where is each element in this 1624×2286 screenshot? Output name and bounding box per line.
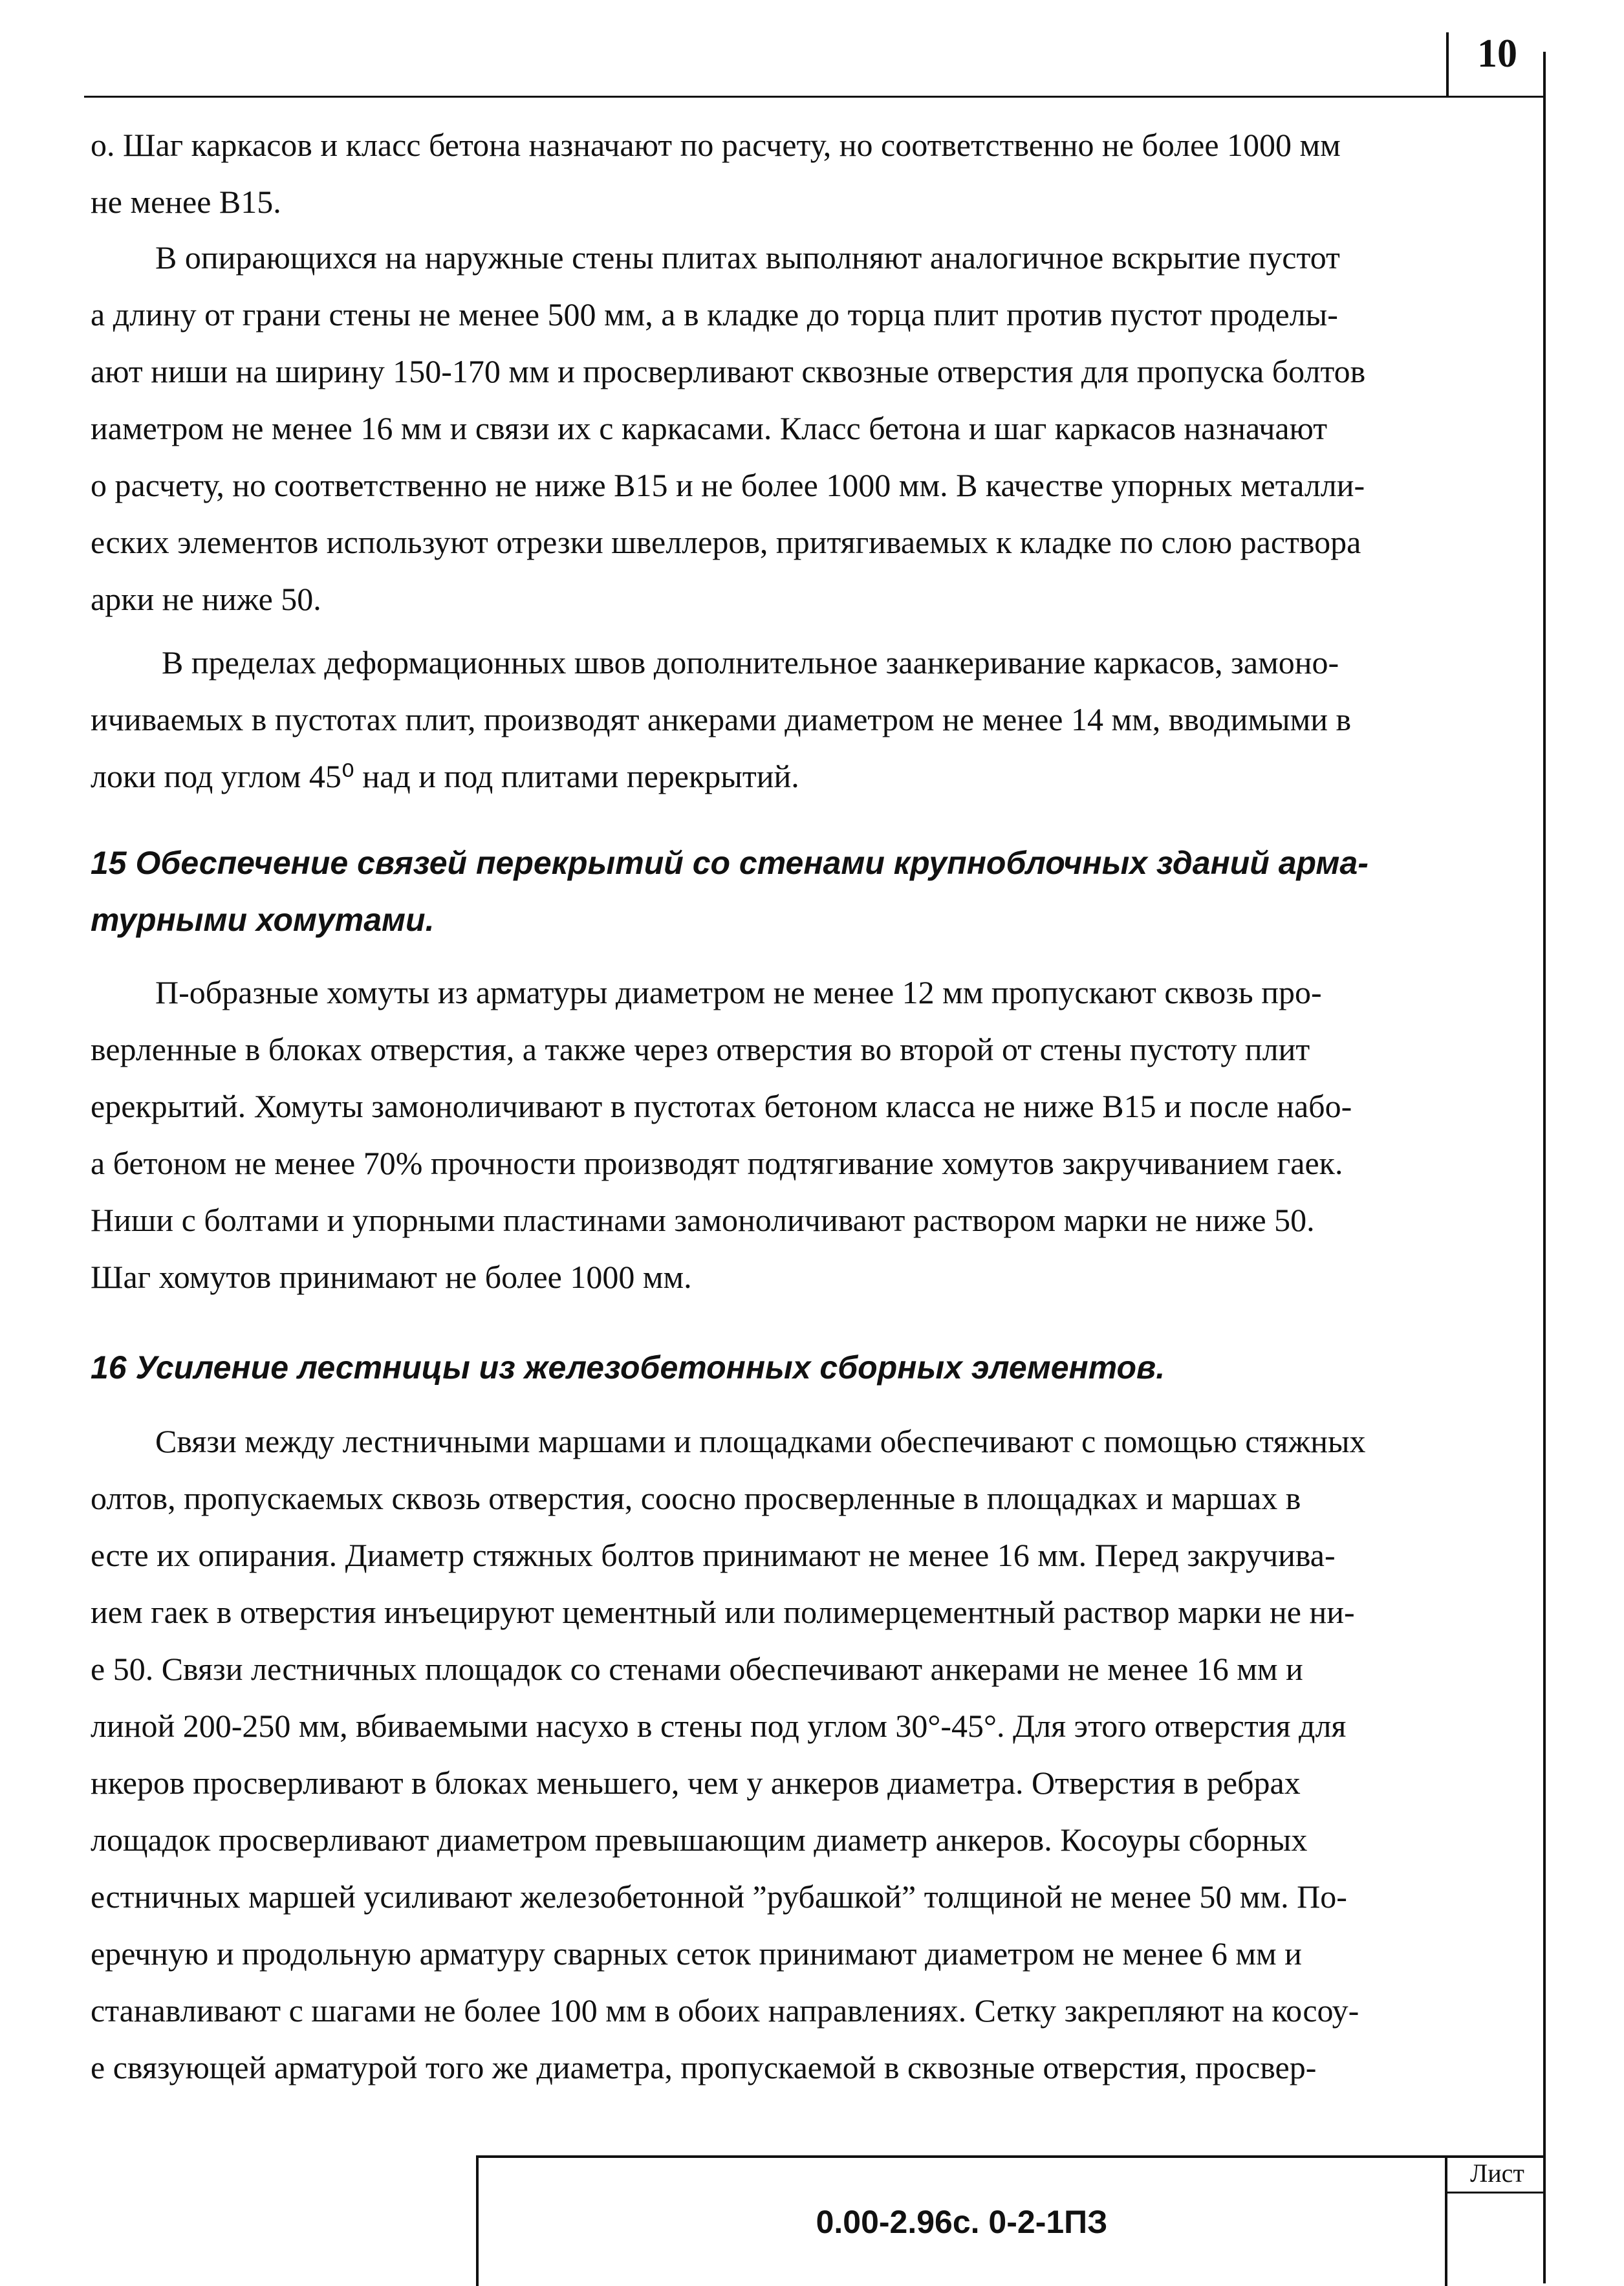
text-line: олтов, пропускаемых сквозь отверстия, соосно просверленные в площадках и маршах в [91,1480,1301,1516]
text-line: Связи между лестничными маршами и площадками обеспечивают с помощью стяжных [155,1423,1366,1459]
heading-line: 16 Усиление лестницы из железобетонных сборных элементов. [91,1349,1165,1386]
section-heading-15 [91,834,1528,948]
text-line: а бетоном не менее 70% прочности производят подтягивание хомутов закручиванием гаек. [91,1145,1343,1181]
heading-line: 15 Обеспечение связей перекрытий со стенами крупноблочных зданий арма- [91,845,1369,881]
stamp-sheet-line [1447,2192,1546,2193]
text-line: П-образные хомуты из арматуры диаметром не менее 12 мм пропускают сквозь про- [155,974,1322,1010]
text-line: есте их опирания. Диаметр стяжных болтов принимают не менее 16 мм. Перед закручива- [91,1537,1336,1573]
text-line: В опирающихся на наружные стены плитах выполняют аналогичное вскрытие пустот [155,239,1340,276]
title-block-stamp [476,2155,1546,2286]
text-line: ичиваемых в пустотах плит, производят анкерами диаметром не менее 14 мм, вводимыми в [91,701,1352,737]
text-line: е 50. Связи лестничных площадок со стенами обеспечивают анкерами не менее 16 мм и [91,1651,1303,1687]
text-line: В пределах деформационных швов дополнительное заанкеривание каркасов, замоно- [162,644,1339,680]
text-line: не менее В15. [91,184,281,220]
text-line: еречную и продольную арматуру сварных сеток принимают диаметром не менее 6 мм и [91,1935,1302,1972]
text-line: арки не ниже 50. [91,581,321,617]
stamp-divider [1445,2158,1447,2286]
frame-right-line [1543,52,1546,2283]
text-line: лощадок просверливают диаметром превышающим диаметр анкеров. Косоуры сборных [91,1822,1308,1858]
text-line: ием гаек в отверстия инъецируют цементный или полимерцементный раствор марки не ни- [91,1594,1355,1630]
text-line: станавливают с шагами не более 100 мм в обоих направлениях. Сетку закрепляют на косоу- [91,1992,1359,2029]
heading-line: турными хомутами. [91,902,435,938]
text-line: нкеров просверливают в блоках меньшего, чем у анкеров диаметра. Отверстия в ребрах [91,1765,1301,1801]
text-line: а длину от грани стены не менее 500 мм, а в кладке до торца плит против пустот проделы- [91,296,1338,332]
document-code: 0.00-2.96с. 0-2-1ПЗ [816,2204,1108,2240]
page-number-divider [1446,32,1449,97]
paragraph-2 [91,229,1528,627]
text-line: ерекрытий. Хомуты замоноличивают в пустотах бетоном класса не ниже В15 и после набо- [91,1088,1352,1124]
text-line: е связующей арматурой того же диаметра, пропускаемой в сквозные отверстия, просвер- [91,2049,1317,2085]
text-line: ают ниши на ширину 150-170 мм и просверливают сквозные отверстия для пропуска болтов [91,353,1366,389]
text-line: иаметром не менее 16 мм и связи их с каркасами. Класс бетона и шаг каркасов назначают [91,410,1328,446]
text-line: еских элементов используют отрезки швеллеров, притягиваемых к кладке по слою раствора [91,524,1361,560]
paragraph-3 [91,634,1528,805]
sheet-label: Лист [1470,2159,1524,2188]
paragraph-4 [91,964,1528,1305]
text-line: верленные в блоках отверстия, а также через отверстия во второй от стены пустоту плит [91,1031,1310,1067]
text-line: локи под углом 45⁰ над и под плитами перекрытий. [91,758,799,794]
text-line: Ниши с болтами и упорными пластинами замоноличивают раствором марки не ниже 50. [91,1202,1315,1238]
text-line: о. Шаг каркасов и класс бетона назначают по расчету, но соответственно не более 1000 мм [91,127,1341,163]
frame-top-line [84,96,1544,98]
text-line: о расчету, но соответственно не ниже В15 и не более 1000 мм. В качестве упорных металли- [91,467,1365,503]
page-number: 10 [1477,32,1517,76]
section-heading-16 [91,1339,1528,1396]
text-line: Шаг хомутов принимают не более 1000 мм. [91,1259,692,1295]
text-line: линой 200-250 мм, вбиваемыми насухо в стены под углом 30°-45°. Для этого отверстия для [91,1708,1347,1744]
text-line: естничных маршей усиливают железобетонной ”рубашкой” толщиной не менее 50 мм. По- [91,1878,1347,1915]
paragraph-5 [91,1413,1528,2096]
paragraph-1 [91,116,1528,230]
